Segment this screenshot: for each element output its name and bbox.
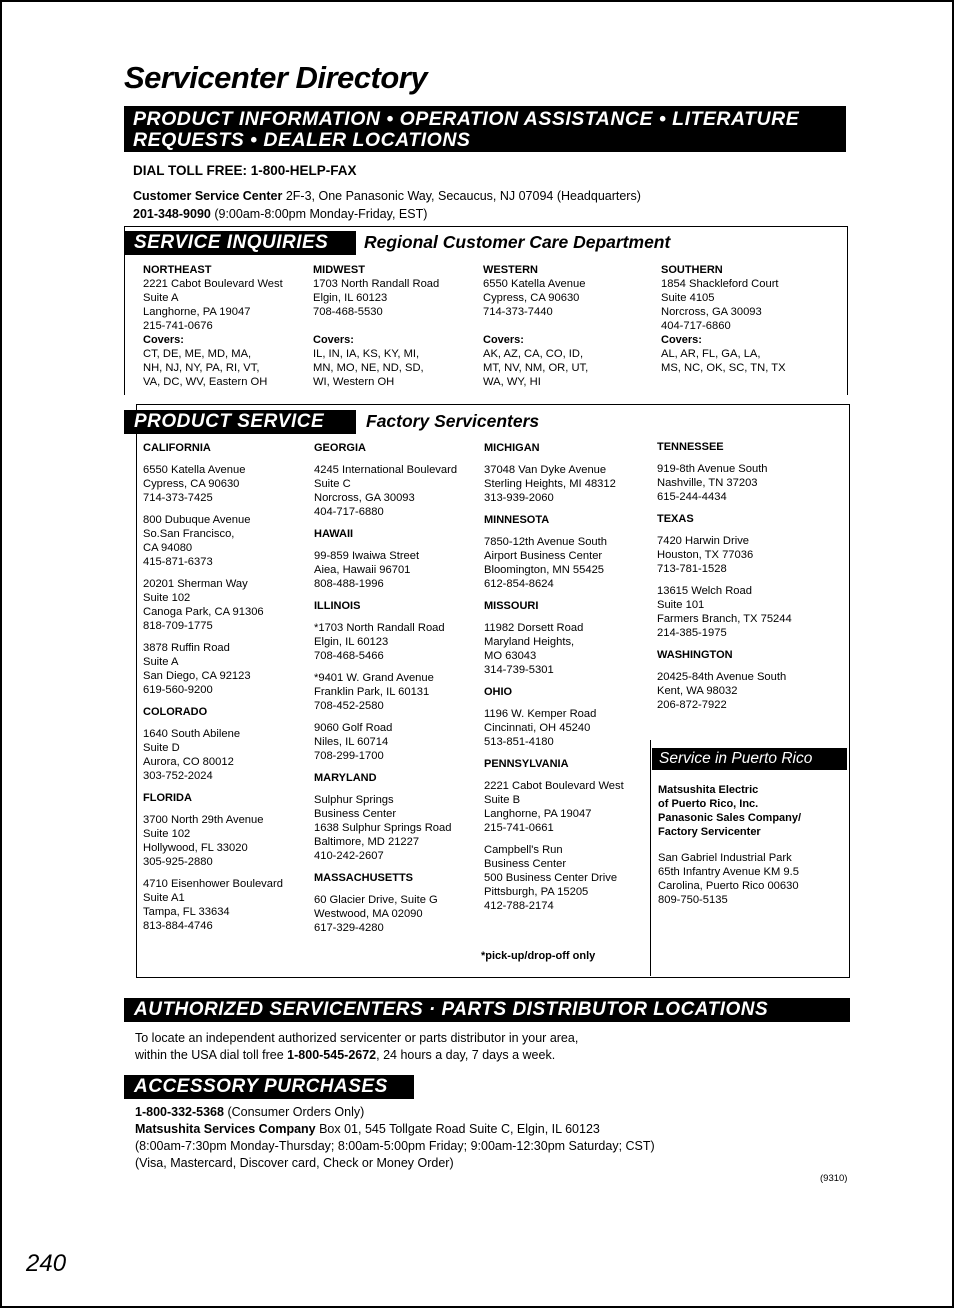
covers-label: Covers: (483, 334, 524, 346)
servicenter-location (314, 463, 482, 519)
location-line: Suite A (143, 656, 179, 668)
region-address-line: Suite 4105 (661, 292, 715, 304)
state-heading: TEXAS (657, 513, 694, 525)
servicenter-location (484, 843, 652, 913)
location-line: Baltimore, MD 21227 (314, 836, 420, 848)
location-line: Sterling Heights, MI 48312 (484, 478, 616, 490)
covers-states: MS, NC, OK, SC, TN, TX (661, 362, 786, 374)
location-line: Nashville, TN 37203 (657, 477, 758, 489)
location-line: Kent, WA 98032 (657, 685, 738, 697)
location-line: Business Center (314, 808, 397, 820)
state-heading: MISSOURI (484, 600, 539, 612)
location-line: Suite A1 (143, 892, 185, 904)
location-line: Westwood, MA 02090 (314, 908, 423, 920)
location-line: Aurora, CO 80012 (143, 756, 234, 768)
location-line: 7850-12th Avenue South (484, 536, 607, 548)
servicenter-location (143, 513, 311, 569)
servicenter-location (143, 641, 311, 697)
product-service-header: PRODUCT SERVICE (124, 410, 356, 434)
page-number: 240 (26, 1250, 67, 1277)
location-line: Suite 102 (143, 828, 191, 840)
location-line: 3878 Ruffin Road (143, 642, 230, 654)
location-line: 708-468-5466 (314, 650, 384, 662)
location-line: 303-752-2024 (143, 770, 213, 782)
state-heading: MARYLAND (314, 772, 377, 784)
state-heading: MICHIGAN (484, 442, 540, 454)
covers-states: CT, DE, ME, MD, MA, (143, 348, 252, 360)
location-line: 412-788-2174 (484, 900, 554, 912)
region-name: SOUTHERN (661, 264, 723, 276)
banner-line-1: PRODUCT INFORMATION • OPERATION ASSISTANCE • LITERATURE (133, 108, 800, 130)
location-line: CA 94080 (143, 542, 193, 554)
location-line: 513-851-4180 (484, 736, 554, 748)
location-line: 1196 W. Kemper Road (484, 708, 597, 720)
region-address-line: Suite A (143, 292, 179, 304)
servicenter-column-3 (484, 441, 652, 913)
location-line: 708-452-2580 (314, 700, 384, 712)
location-line: Suite D (143, 742, 180, 754)
puerto-rico-header: Service in Puerto Rico (652, 748, 847, 770)
accessory-phone: 1-800-332-5368 (135, 1105, 224, 1119)
pr-address-line: San Gabriel Industrial Park (658, 852, 792, 864)
location-line: 415-871-6373 (143, 556, 213, 568)
puerto-rico-section (652, 748, 847, 907)
location-line: Suite 102 (143, 592, 191, 604)
location-line: Airport Business Center (484, 550, 603, 562)
location-line: 20201 Sherman Way (143, 578, 248, 590)
location-line: Tampa, FL 33634 (143, 906, 230, 918)
location-line: 813-884-4746 (143, 920, 213, 932)
servicenter-location (314, 549, 482, 591)
location-line: Norcross, GA 30093 (314, 492, 415, 504)
location-line: 214-385-1975 (657, 627, 727, 639)
servicenter-location (314, 893, 482, 935)
location-line: Aiea, Hawaii 96701 (314, 564, 411, 576)
location-line: 808-488-1996 (314, 578, 384, 590)
region-address-line: Norcross, GA 30093 (661, 306, 762, 318)
region-address-line: 6550 Katella Avenue (483, 278, 586, 290)
authorized-line-2-post: , 24 hours a day, 7 days a week. (376, 1048, 556, 1062)
location-line: 215-741-0661 (484, 822, 554, 834)
location-line: 20425-84th Avenue South (657, 671, 787, 683)
servicenter-location (657, 462, 825, 504)
state-heading: PENNSYLVANIA (484, 758, 569, 770)
location-line: Langhorne, PA 19047 (484, 808, 592, 820)
pickup-footnote: *pick-up/drop-off only (481, 950, 596, 962)
covers-label: Covers: (313, 334, 354, 346)
location-line: Sulphur Springs (314, 794, 394, 806)
servicenter-location (314, 671, 482, 713)
location-line: Cincinnati, OH 45240 (484, 722, 591, 734)
accessory-text (135, 1104, 655, 1172)
servicenter-location (314, 793, 482, 863)
location-line: Suite B (484, 794, 521, 806)
covers-states: WA, WY, HI (483, 376, 541, 388)
region-address-line: Langhorne, PA 19047 (143, 306, 251, 318)
region-western (483, 263, 658, 389)
region-name: NORTHEAST (143, 264, 212, 276)
location-line: 615-244-4434 (657, 491, 727, 503)
servicenter-location (484, 463, 652, 505)
location-line: 410-242-2607 (314, 850, 384, 862)
location-line: Elgin, IL 60123 (314, 636, 389, 648)
authorized-line-1: To locate an independent authorized servicenter or parts distributor in your area, (135, 1031, 579, 1045)
location-line: Business Center (484, 858, 567, 870)
cs-label: Customer Service Center (133, 189, 283, 203)
location-line: Canoga Park, CA 91306 (143, 606, 264, 618)
authorized-line-2-pre: within the USA dial toll free (135, 1048, 288, 1062)
servicenter-location (657, 670, 825, 712)
location-line: Farmers Branch, TX 75244 (657, 613, 792, 625)
location-line: 713-781-1528 (657, 563, 727, 575)
pr-address-line: 809-750-5135 (658, 894, 728, 906)
pr-address-line: Carolina, Puerto Rico 00630 (658, 880, 799, 892)
region-address-line: 714-373-7440 (483, 306, 553, 318)
location-line: Campbell's Run (484, 844, 563, 856)
location-line: 617-329-4280 (314, 922, 384, 934)
accessory-payment: (Visa, Mastercard, Discover card, Check or Money Order) (135, 1156, 454, 1170)
covers-states: MT, NV, NM, OR, UT, (483, 362, 589, 374)
accessory-phone-note: (Consumer Orders Only) (223, 1105, 365, 1119)
covers-states: MN, MO, NE, ND, SD, (313, 362, 424, 374)
state-heading: CALIFORNIA (143, 442, 211, 454)
servicenter-column-1 (143, 441, 311, 933)
pr-address-line: 65th Infantry Avenue KM 9.5 (658, 866, 799, 878)
region-address-line: Elgin, IL 60123 (313, 292, 388, 304)
location-line: 818-709-1775 (143, 620, 213, 632)
state-heading: TENNESSEE (657, 441, 724, 453)
covers-states: IL, IN, IA, KS, KY, MI, (313, 348, 420, 360)
region-address-line: 708-468-5530 (313, 306, 383, 318)
pr-company-line: Factory Servicenter (658, 826, 761, 838)
location-line: 4710 Eisenhower Boulevard (143, 878, 283, 890)
authorized-text (135, 1030, 578, 1064)
covers-states: VA, DC, WV, Eastern OH (143, 376, 268, 388)
location-line: Cypress, CA 90630 (143, 478, 240, 490)
cs-phone: 201-348-9090 (133, 207, 211, 221)
region-address-line: 404-717-6860 (661, 320, 731, 332)
location-line: 6550 Katella Avenue (143, 464, 246, 476)
servicenter-location (484, 779, 652, 835)
servicenter-location (314, 721, 482, 763)
service-inquiries-subtitle: Regional Customer Care Department (364, 232, 671, 252)
servicenter-column-4 (657, 440, 825, 712)
covers-states: AK, AZ, CA, CO, ID, (483, 348, 584, 360)
product-service-subtitle: Factory Servicenters (366, 411, 540, 431)
location-line: Houston, TX 77036 (657, 549, 754, 561)
location-line: Franklin Park, IL 60131 (314, 686, 430, 698)
location-line: 404-717-6880 (314, 506, 384, 518)
cs-address: 2F-3, One Panasonic Way, Secaucus, NJ 07094 (Headquarters) (282, 189, 641, 203)
region-name: WESTERN (483, 264, 538, 276)
servicenter-location (143, 877, 311, 933)
region-midwest (313, 263, 488, 389)
location-line: 3700 North 29th Avenue (143, 814, 264, 826)
state-heading: MINNESOTA (484, 514, 550, 526)
state-heading: MASSACHUSETTS (314, 872, 414, 884)
state-heading: HAWAII (314, 528, 354, 540)
covers-states: AL, AR, FL, GA, LA, (661, 348, 761, 360)
location-line: 99-859 Iwaiwa Street (314, 550, 420, 562)
covers-states: WI, Western OH (313, 376, 395, 388)
servicenter-column-2 (314, 441, 482, 935)
servicenter-location (143, 577, 311, 633)
page-title: Servicenter Directory (124, 60, 428, 95)
location-line: *1703 North Randall Road (314, 622, 445, 634)
location-line: Niles, IL 60714 (314, 736, 389, 748)
accessory-purchases-header: ACCESSORY PURCHASES (124, 1075, 414, 1099)
state-heading: WASHINGTON (657, 649, 733, 661)
servicenter-location (657, 534, 825, 576)
location-line: 714-373-7425 (143, 492, 213, 504)
accessory-company: Matsushita Services Company (135, 1122, 316, 1136)
servicenter-location (484, 535, 652, 591)
location-line: Hollywood, FL 33020 (143, 842, 248, 854)
servicenter-location (143, 463, 311, 505)
location-line: San Diego, CA 92123 (143, 670, 251, 682)
location-line: 305-925-2880 (143, 856, 213, 868)
region-address-line: 215-741-0676 (143, 320, 213, 332)
location-line: 1638 Sulphur Springs Road (314, 822, 452, 834)
region-address-line: 2221 Cabot Boulevard West (143, 278, 283, 290)
banner-line-2: REQUESTS • DEALER LOCATIONS (133, 129, 471, 151)
toll-free-line: DIAL TOLL FREE: 1-800-HELP-FAX (133, 163, 357, 178)
location-line: Suite 101 (657, 599, 705, 611)
servicenter-location (143, 813, 311, 869)
location-line: 1640 South Abilene (143, 728, 241, 740)
puerto-rico-company (652, 783, 847, 839)
cs-hours: (9:00am-8:00pm Monday-Friday, EST) (210, 207, 428, 221)
location-line: Pittsburgh, PA 15205 (484, 886, 589, 898)
document-code: (9310) (820, 1173, 848, 1184)
service-inquiries-header: SERVICE INQUIRIES (124, 231, 356, 255)
location-line: 37048 Van Dyke Avenue (484, 464, 607, 476)
location-line: Suite C (314, 478, 351, 490)
location-line: *9401 W. Grand Avenue (314, 672, 434, 684)
location-line: Bloomington, MN 55425 (484, 564, 605, 576)
location-line: 708-299-1700 (314, 750, 384, 762)
region-northeast (143, 263, 318, 389)
covers-states: NH, NJ, NY, PA, RI, VT, (143, 362, 260, 374)
location-line: 619-560-9200 (143, 684, 213, 696)
location-line: 500 Business Center Drive (484, 872, 618, 884)
location-line: 60 Glacier Drive, Suite G (314, 894, 438, 906)
location-line: 612-854-8624 (484, 578, 554, 590)
puerto-rico-address (652, 851, 847, 907)
accessory-address: Box 01, 545 Tollgate Road Suite C, Elgin, IL 60123 (315, 1122, 600, 1136)
accessory-hours: (8:00am-7:30pm Monday-Thursday; 8:00am-5:00pm Friday; 9:00am-12:30pm Saturday; CST) (135, 1139, 655, 1153)
servicenter-location (314, 621, 482, 663)
location-line: So.San Francisco, (143, 528, 235, 540)
servicenter-location (484, 707, 652, 749)
location-line: 7420 Harwin Drive (657, 535, 750, 547)
region-southern (661, 263, 836, 375)
state-heading: FLORIDA (143, 792, 192, 804)
state-heading: COLORADO (143, 706, 208, 718)
servicenter-location (484, 621, 652, 677)
state-heading: OHIO (484, 686, 513, 698)
location-line: 314-739-5301 (484, 664, 554, 676)
state-heading: ILLINOIS (314, 600, 361, 612)
servicenter-location (143, 727, 311, 783)
location-line: 919-8th Avenue South (657, 463, 768, 475)
region-address-line: 1703 North Randall Road (313, 278, 440, 290)
location-line: MO 63043 (484, 650, 537, 662)
customer-service-info (133, 187, 641, 223)
authorized-servicenters-header: AUTHORIZED SERVICENTERS · PARTS DISTRIBUTOR LOCATIONS (124, 998, 850, 1022)
region-address-line: Cypress, CA 90630 (483, 292, 580, 304)
servicenter-location (657, 584, 825, 640)
location-line: Maryland Heights, (484, 636, 575, 648)
location-line: 2221 Cabot Boulevard West (484, 780, 624, 792)
covers-label: Covers: (661, 334, 702, 346)
location-line: 313-939-2060 (484, 492, 554, 504)
pr-company-line: of Puerto Rico, Inc. (658, 798, 759, 810)
location-line: 13615 Welch Road (657, 585, 752, 597)
region-address-line: 1854 Shackleford Court (661, 278, 779, 290)
pr-company-line: Panasonic Sales Company/ (658, 812, 802, 824)
location-line: 4245 International Boulevard (314, 464, 458, 476)
location-line: 11982 Dorsett Road (484, 622, 584, 634)
product-info-banner (124, 106, 846, 152)
pr-company-line: Matsushita Electric (658, 784, 759, 796)
location-line: 9060 Golf Road (314, 722, 393, 734)
location-line: 800 Dubuque Avenue (143, 514, 251, 526)
region-name: MIDWEST (313, 264, 365, 276)
location-line: 206-872-7922 (657, 699, 727, 711)
state-heading: GEORGIA (314, 442, 366, 454)
covers-label: Covers: (143, 334, 184, 346)
authorized-phone: 1-800-545-2672 (287, 1048, 377, 1062)
